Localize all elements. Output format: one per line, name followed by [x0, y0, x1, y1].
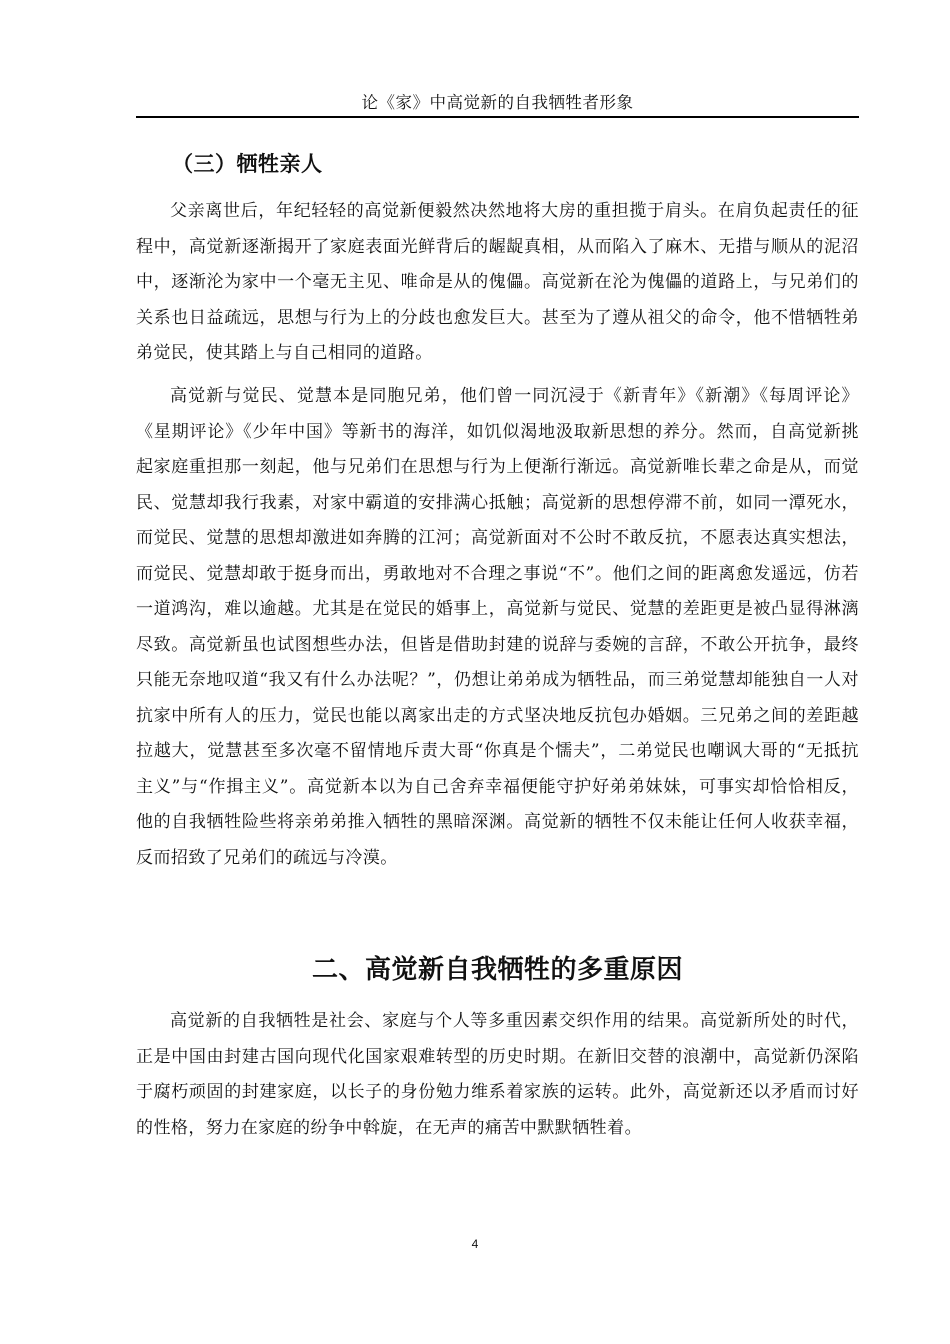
body-paragraph: 高觉新的自我牺牲是社会、家庭与个人等多重因素交织作用的结果。高觉新所处的时代，正是中国由封建古国向现代化国家艰难转型的历史时期。在新旧交替的浪潮中，高觉新仍深陷于腐朽顽固的封建家庭，以长子的身份勉力维系着家族的运转。此外，高觉新还以矛盾而讨好的性格，努力在家庭的纷争中斡旋，在无声的痛苦中默默牺牲着。 [136, 1011, 859, 1138]
page-number: 4 [471, 1237, 479, 1251]
subsection-heading: （三）牺牲亲人 [172, 152, 323, 176]
header-divider [136, 116, 859, 118]
section-heading: 二、高觉新自我牺牲的多重原因 [311, 955, 683, 985]
body-paragraph: 父亲离世后，年纪轻轻的高觉新便毅然决然地将大房的重担揽于肩头。在肩负起责任的征程中，高觉新逐渐揭开了家庭表面光鲜背后的龌龊真相，从而陷入了麻木、无措与顺从的泥沼中，逐渐沦为家中一个毫无主见、唯命是从的傀儡。高觉新在沦为傀儡的道路上，与兄弟们的关系也日益疏远，思想与行为上的分歧也愈发巨大。甚至为了遵从祖父的命令，他不惜牺牲弟弟觉民，使其踏上与自己相同的道路。 [136, 201, 859, 363]
running-header: 论《家》中高觉新的自我牺牲者形象 [361, 93, 634, 112]
body-paragraph: 高觉新与觉民、觉慧本是同胞兄弟，他们曾一同沉浸于《新青年》《新潮》《每周评论》《星期评论》《少年中国》等新书的海洋，如饥似渴地汲取新思想的养分。然而，自高觉新挑起家庭重担那一刻起，他与兄弟们在思想与行为上便渐行渐远。高觉新唯长辈之命是从，而觉民、觉慧却我行我素，对家中霸道的安排满心抵触；高觉新的思想停滞不前，如同一潭死水，而觉民、觉慧的思想却激进如奔腾的江河；高觉新面对不公时不敢反抗，不愿表达真实想法，而觉民、觉慧却敢于挺身而出，勇敢地对不合理之事说“不”。他们之间的距离愈发遥远，仿若一道鸿沟，难以逾越。尤其是在觉民的婚事上，高觉新与觉民、觉慧的差距更是被凸显得淋漓尽致。高觉新虽也试图想些办法，但皆是借助封建的说辞与委婉的言辞，不敢公开抗争，最终只能无奈地叹道“我又有什么办法呢？”，仍想让弟弟成为牺牲品，而三弟觉慧却能独自一人对抗家中所有人的压力，觉民也能以离家出走的方式坚决地反抗包办婚姻。三兄弟之间的差距越拉越大，觉慧甚至多次毫不留情地斥责大哥“你真是个懦夫”，二弟觉民也嘲讽大哥的“无抵抗主义”与“作揖主义”。高觉新本以为自己舍弃幸福便能守护好弟弟妹妹，可事实却恰恰相反，他的自我牺牲险些将亲弟弟推入牺牲的黑暗深渊。高觉新的牺牲不仅未能让任何人收获幸福，反而招致了兄弟们的疏远与冷漠。 [136, 386, 859, 868]
